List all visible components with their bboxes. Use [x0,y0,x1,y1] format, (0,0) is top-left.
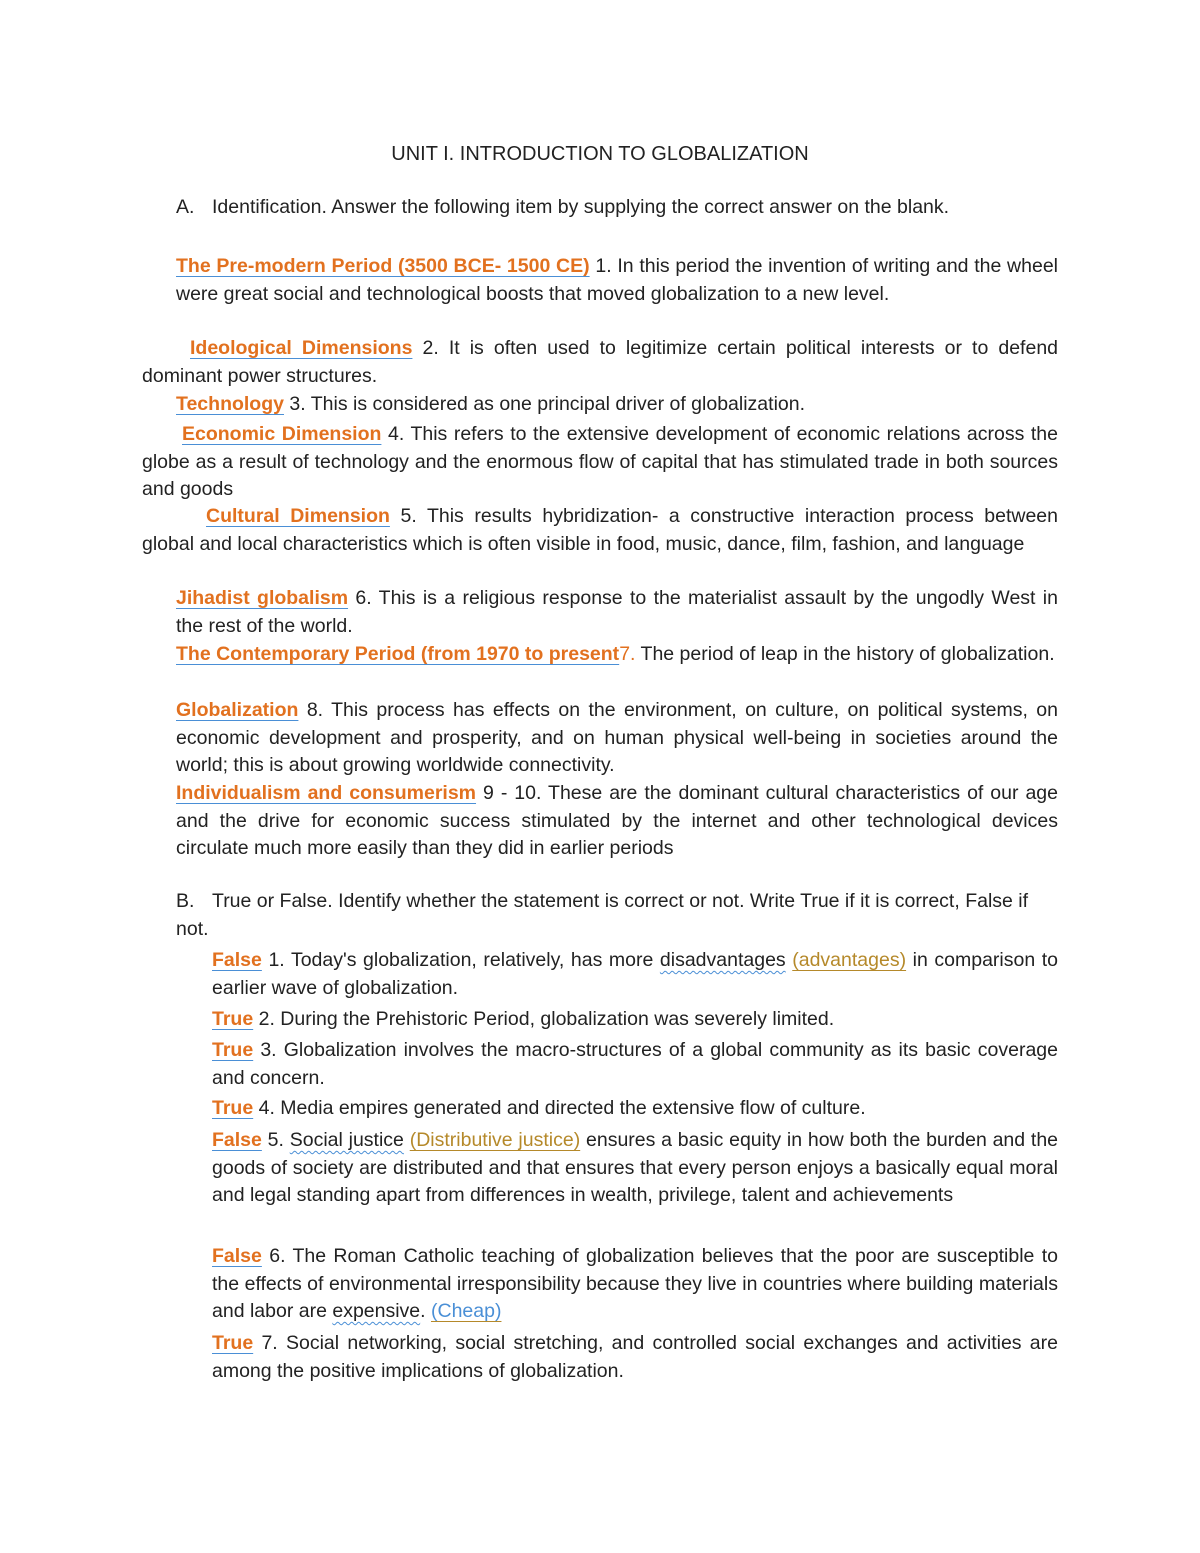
question-text: These are the dominant cultural characteristics of our age and the drive for economic success stimulated by the internet and other technological devices circulate much more easily than they did in earlier periods [176,782,1058,859]
question-number: 4. [258,1097,275,1119]
question-b4 [212,1095,1058,1123]
question-b7 [212,1330,1058,1385]
answer: True [212,1097,254,1119]
question-number: 8. [306,699,324,721]
answer: True [212,1332,254,1354]
question-text: During the Prehistoric Period, globalization was severely limited. [280,1008,835,1030]
question-text: This is a religious response to the materialist assault by the ungodly West in the rest of the world. [176,587,1058,637]
question-b3 [212,1037,1058,1092]
question-number: 3. [260,1039,277,1061]
question-b2 [212,1006,1058,1034]
answer: True [212,1008,254,1030]
section-letter: A. [176,196,195,218]
question-number: 1. [268,949,285,971]
answer: The Contemporary Period (from 1970 to present [176,643,620,665]
wrong-word: disadvantages [659,949,786,971]
question-number: 6. [355,587,372,609]
question-text: This is considered as one principal driver of globalization. [310,393,806,415]
question-a7 [176,641,1058,669]
correction: (Distributive justice) [409,1129,581,1151]
answer: Jihadist globalism [176,587,349,609]
question-a1 [176,253,1058,308]
wrong-word: Social justice [289,1129,404,1151]
question-text: This refers to the extensive development of economic relations across the globe as a result of technology and the enormous flow of capital that has stimulated trade in both sources and goods [142,423,1058,500]
question-text: Today's globalization, relatively, has more [290,949,654,971]
answer: Ideological Dimensions [190,337,413,359]
question-a2 [142,335,1058,390]
question-text: Globalization involves the macro-structures of a global community as its basic coverage and concern. [212,1039,1058,1089]
question-b1 [212,947,1058,1002]
question-number: 2. [422,337,439,359]
question-a3 [176,391,1058,419]
answer: True [212,1039,254,1061]
question-number: 5. [400,505,417,527]
section-instruction: True or False. Identify whether the statement is correct or not. Write True if it is correct, False if not. [176,890,1029,940]
answer: The Pre-modern Period (3500 BCE- 1500 CE) [176,255,590,277]
question-a9-10 [176,780,1058,863]
answer: Globalization [176,699,299,721]
answer: Economic Dimension [182,423,382,445]
question-text: It is often used to legitimize certain political interests or to defend dominant power structures. [142,337,1059,387]
question-text: The period of leap in the history of globalization. [640,643,1055,665]
question-text: ensures a basic equity in how both the burden and the goods of society are distributed and that ensures that every person enjoys a basically equal moral and legal standing apart from differences in wealth, privilege, talent and achievements [212,1129,1059,1206]
answer: False [212,1245,262,1267]
question-b5 [212,1127,1058,1210]
question-number: 3. [289,393,306,415]
period: . [420,1300,426,1322]
question-number: 1. [595,255,612,277]
question-number: 7. [619,643,636,665]
question-text: Media empires generated and directed the extensive flow of culture. [280,1097,866,1119]
page-title: UNIT I. INTRODUCTION TO GLOBALIZATION [391,143,809,165]
question-a8 [176,697,1058,780]
question-a6 [176,585,1058,640]
correction: (advantages) [792,949,907,971]
question-text-end: in comparison to earlier wave of globalization. [212,949,1059,999]
question-number: 5. [267,1129,284,1151]
answer: Cultural Dimension [206,505,390,527]
question-number: 4. [387,423,405,445]
section-a-heading [176,194,1058,222]
correction: (Cheap) [431,1300,502,1322]
section-b-heading [176,888,1058,943]
wrong-word: expensive [332,1300,421,1322]
question-text: The Roman Catholic teaching of globalization believes that the poor are susceptible to the effects of environmental irresponsibility because they live in countries where building materials and labor are [212,1245,1058,1322]
section-instruction: Identification. Answer the following item by supplying the correct answer on the blank. [212,196,950,218]
question-text: In this period the invention of writing and the wheel were great social and technological boosts that moved globalization to a new level. [176,255,1059,305]
question-a5 [142,503,1058,558]
question-text: This results hybridization- a constructive interaction process between global and local characteristics which is often visible in food, music, dance, film, fashion, and language [142,505,1058,555]
question-a4 [142,421,1058,504]
question-number: 6. [269,1245,286,1267]
question-text: Social networking, social stretching, and controlled social exchanges and activities are among the positive implications of globalization. [212,1332,1058,1382]
answer: False [212,1129,262,1151]
question-text: This process has effects on the environment, on culture, on political systems, on economic development and prosperity, and on human physical well-being in societies around the world; this is about growing worldwide connectivity. [176,699,1059,776]
question-b6 [212,1243,1058,1326]
answer: False [212,949,262,971]
section-letter: B. [176,890,195,912]
answer: Individualism and consumerism [176,782,477,804]
question-number: 2. [258,1008,275,1030]
answer: Technology [176,393,284,415]
question-number: 7. [261,1332,278,1354]
question-number: 9 - 10. [483,782,542,804]
